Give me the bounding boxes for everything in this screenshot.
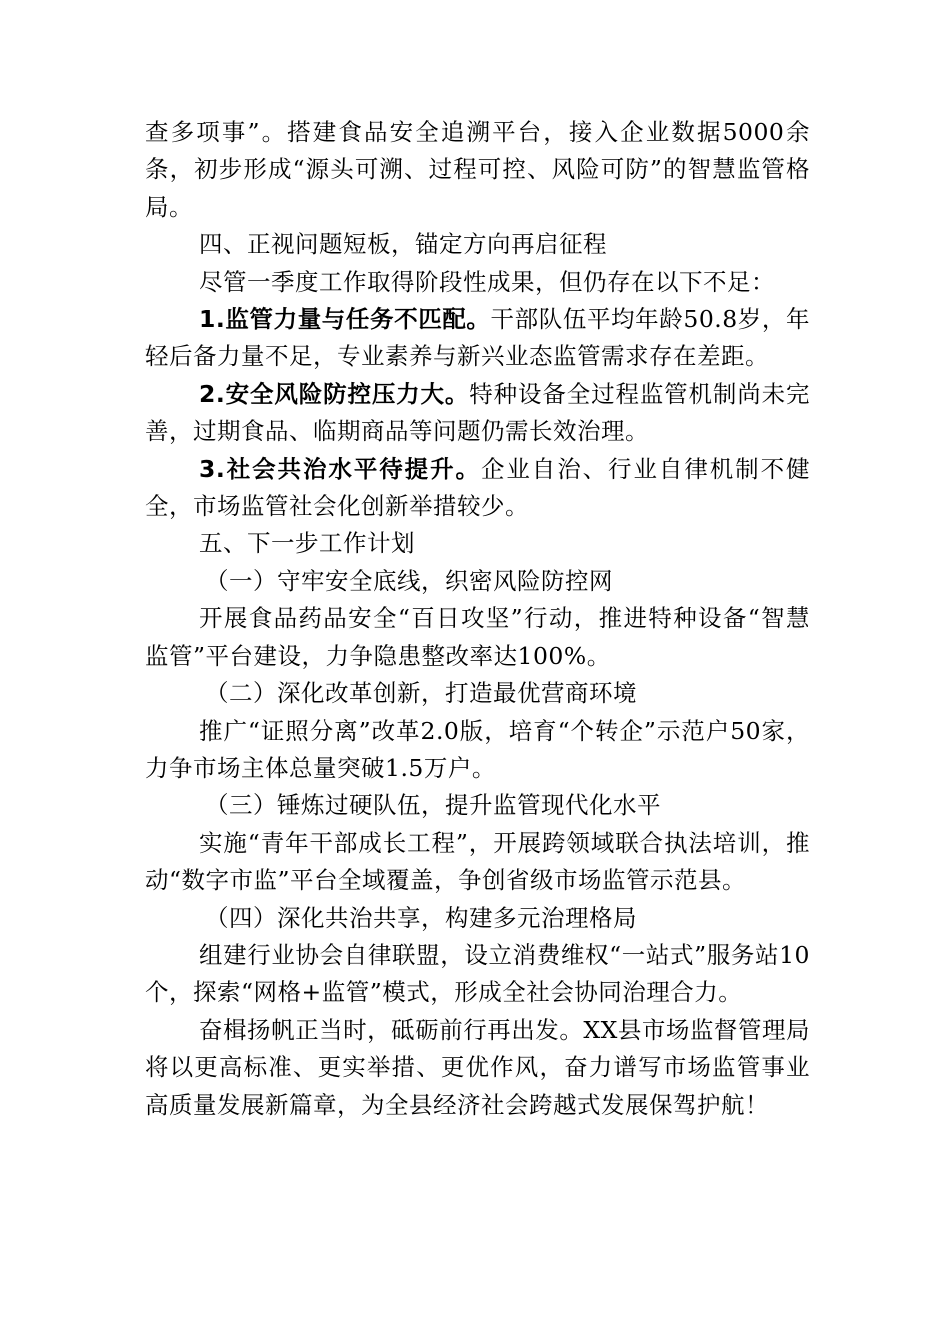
plan-2-title: （二）深化改革创新，打造最优营商环境 <box>205 679 637 708</box>
shortcoming-item-2-title: 2.安全风险防控压力大。 <box>199 379 470 408</box>
document-body <box>145 114 810 1124</box>
plan-2-body: 推广“证照分离”改革2.0版，培育“个转企”示范户50家，力争市场主体总量突破1.5万户。 <box>145 716 810 782</box>
shortcoming-item-1 <box>145 301 810 376</box>
paragraph-continuation: 查多项事”。搭建食品安全追溯平台，接入企业数据5000余条，初步形成“源头可溯、过程可控、风险可防”的智慧监管格局。 <box>145 118 810 221</box>
shortcoming-item-3 <box>145 451 810 526</box>
section-heading-4: 四、正视问题短板，锚定方向再启征程 <box>199 230 607 259</box>
plan-3-title: （三）锤炼过硬队伍，提升监管现代化水平 <box>205 791 661 820</box>
paragraph-shortcomings-intro: 尽管一季度工作取得阶段性成果，但仍存在以下不足： <box>199 267 775 296</box>
shortcoming-item-3-title: 3.社会共治水平待提升。 <box>199 454 481 483</box>
plan-4-title: （四）深化共治共享，构建多元治理格局 <box>205 903 637 932</box>
plan-1-body: 开展食品药品安全“百日攻坚”行动，推进特种设备“智慧监管”平台建设，力争隐患整改率达100%。 <box>145 604 810 670</box>
shortcoming-item-2-body: 特种设备全过程监管机制尚未完善，过期食品、临期商品等问题仍需长效治理。 <box>145 379 811 446</box>
plan-3-body: 实施“青年干部成长工程”，开展跨领域联合执法培训，推动“数字市监”平台全域覆盖，争创省级市场监管示范县。 <box>145 828 810 895</box>
plan-4-body: 组建行业协会自律联盟，设立消费维权“一站式”服务站10个，探索“网格+监管”模式，形成全社会协同治理合力。 <box>145 940 810 1007</box>
shortcoming-item-3-body: 企业自治、行业自律机制不健全，市场监管社会化创新举措较少。 <box>145 454 811 521</box>
section-heading-5: 五、下一步工作计划 <box>199 529 415 558</box>
shortcoming-item-2 <box>145 376 810 451</box>
closing-paragraph: 奋楫扬帆正当时，砥砺前行再出发。XX县市场监督管理局将以更高标准、更实举措、更优作风，奋力谱写市场监管事业高质量发展新篇章，为全县经济社会跨越式发展保驾护航！ <box>145 1015 810 1119</box>
shortcoming-item-1-body: 干部队伍平均年龄50.8岁，年轻后备力量不足，专业素养与新兴业态监管需求存在差距。 <box>145 305 810 371</box>
shortcoming-item-1-title: 1.监管力量与任务不匹配。 <box>199 305 491 334</box>
plan-1-title: （一）守牢安全底线，织密风险防控网 <box>205 566 613 595</box>
